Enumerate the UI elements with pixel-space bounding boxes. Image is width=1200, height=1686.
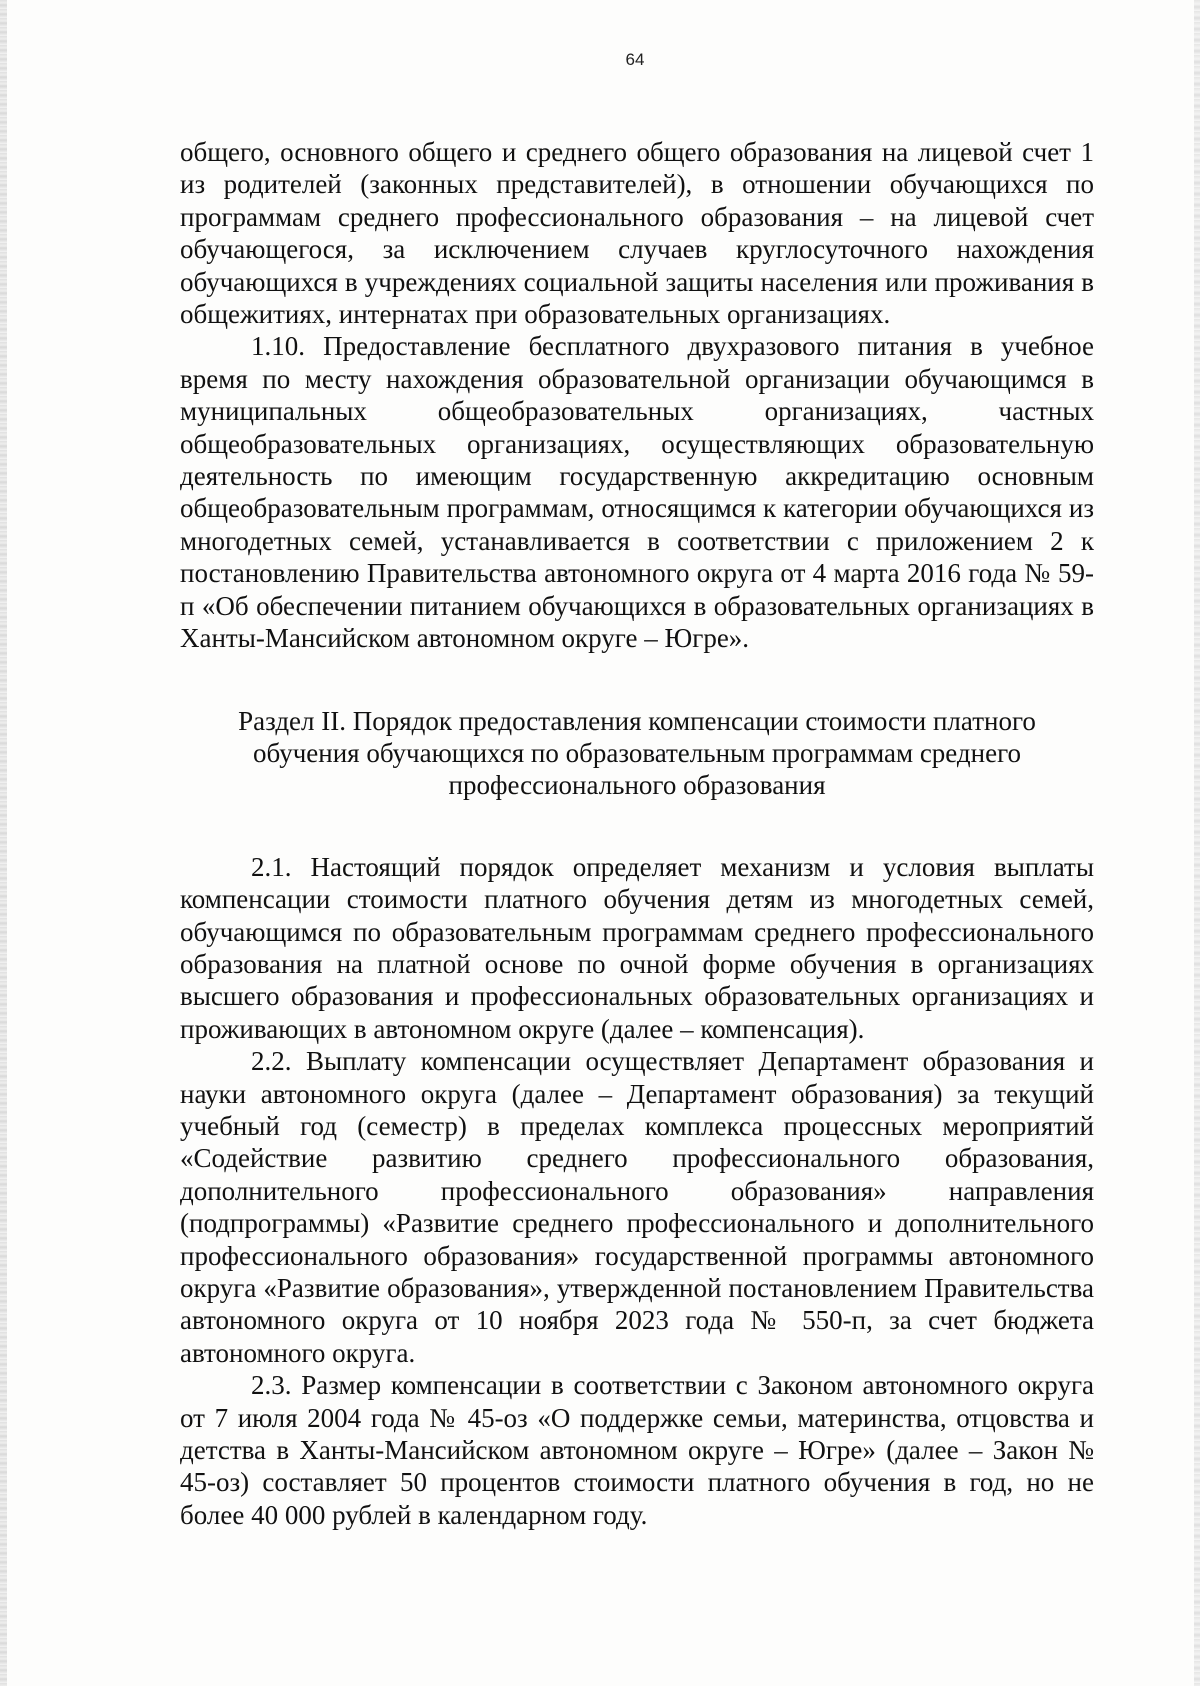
section-heading-line-1: Раздел II. Порядок предоставления компенсации стоимости платного (238, 705, 1036, 736)
paragraph-2-3: 2.3. Размер компенсации в соответствии с Законом автономного округа от 7 июля 2004 года № 45-оз «О поддержке семьи, материнства, отцовства и детства в Ханты-Мансийском автономном округе – Югре» (далее – Закон № 45-оз) составляет 50 процентов стоимости платного обучения в год, но не более 40 000 рублей в календарном году. (180, 1370, 1094, 1530)
section-heading-line-3: профессионального образования (448, 770, 826, 801)
page-number: 64 (625, 50, 645, 69)
scan-edge-right (1194, 0, 1200, 1686)
paragraph-continuation: общего, основного общего и среднего общего образования на лицевой счет 1 из родителей (законных представителей), в отношении обучающихся по программам среднего профессионального образования – на лицевой счет обучающегося, за исключением случаев круглосуточного нахождения обучающихся в учреждениях социальной защиты населения или проживания в общежитиях, интернатах при образовательных организациях. (180, 137, 1094, 330)
paragraph-2-1: 2.1. Настоящий порядок определяет механизм и условия выплаты компенсации стоимости платного обучения детям из многодетных семей, обучающимся по образовательным программам среднего профессионального образования на платной основе по очной форме обучения в организациях высшего образования и профессиональных образовательных организациях и проживающих в автономном округе (далее – компенсация). (180, 851, 1094, 1044)
section-heading (180, 705, 1094, 802)
scan-edge-left (0, 0, 7, 1686)
paragraph-1-10: 1.10. Предоставление бесплатного двухразового питания в учебное время по месту нахождения образовательной организации обучающимся в муниципальных общеобразовательных организациях, частных общеобразовательных организациях, осуществляющих образовательную деятельность по имеющим государственную аккредитацию основным общеобразовательным программам, относящимся к категории обучающихся из многодетных семей, устанавливается в соответствии с приложением 2 к постановлению Правительства автономного округа от 4 марта 2016 года № 59-п «Об обеспечении питанием обучающихся в образовательных организациях в Ханты-Мансийском автономном округе – Югре». (180, 331, 1094, 654)
document-body (180, 136, 1094, 1531)
paragraph-2-2: 2.2. Выплату компенсации осуществляет Департамент образования и науки автономного округа (далее – Департамент образования) за текущий учебный год (семестр) в пределах комплекса процессных мероприятий «Содействие развитию среднего профессионального образования, дополнительного профессионального образования» направления (подпрограммы) «Развитие среднего профессионального и дополнительного профессионального образования» государственной программы автономного округа «Развитие образования», утвержденной постановлением Правительства автономного округа от 10 ноября 2023 года № 550-п, за счет бюджета автономного округа. (180, 1046, 1094, 1368)
section-heading-line-2: обучения обучающихся по образовательным программам среднего (253, 737, 1021, 768)
